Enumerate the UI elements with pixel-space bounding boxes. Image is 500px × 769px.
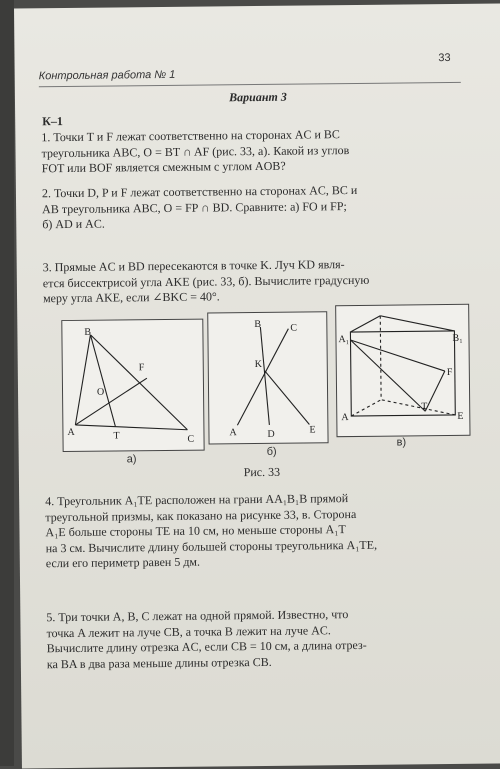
task-2 <box>42 182 462 233</box>
ray-ke <box>265 370 310 424</box>
task-line: 4. Треугольник A₁TE расположен на грани AA₁B₁B прямой <box>45 491 349 509</box>
task-line: 5. Три точки A, B, C лежат на одной прямой. Известно, что <box>46 607 349 625</box>
segment-af <box>75 378 147 425</box>
figure-b-label: б) <box>266 445 277 458</box>
task-5 <box>46 606 467 672</box>
line-ac <box>236 329 289 426</box>
task-line: если его периметр равен 5 дм. <box>45 554 201 571</box>
point-label-o: O <box>96 386 105 398</box>
point-label-t: T <box>113 430 120 442</box>
point-label-k: K <box>254 358 263 371</box>
point-label-t: T <box>421 401 428 413</box>
task-1 <box>41 126 461 177</box>
task-line: ка BA в два раза меньше длины отрезка CB. <box>46 654 272 671</box>
task-line: Вычислите длину отрезка AC, если CB = 10 см, а длина отрез- <box>46 637 367 656</box>
point-label-a: A <box>67 426 75 439</box>
segment-a1e <box>351 339 445 372</box>
running-title: Контрольная работа № 1 <box>38 68 176 83</box>
point-label-e: E <box>457 410 464 422</box>
page-shadow <box>0 0 14 766</box>
task-4 <box>45 490 466 572</box>
prism-face-aa1b1b <box>350 331 455 416</box>
task-line: треугольной призмы, как показано на рисунке 33, в. Сторона <box>45 506 357 524</box>
task-line: 1. Точки T и F лежат соответственно на сторонах AC и BC <box>41 127 340 145</box>
line-bd <box>260 327 269 425</box>
task-3 <box>43 256 463 307</box>
point-label-c: C <box>187 433 195 445</box>
point-label-a1: A₁ <box>338 334 350 346</box>
segment-bc <box>90 334 187 431</box>
task-line: FOT или BOF является смежным с углом AOB? <box>41 158 286 176</box>
task-line: AB треугольника ABC, O = FP ∩ BD. Сравните: а) FO и FP; <box>42 198 347 216</box>
segment-ac <box>75 424 187 431</box>
figure-b <box>207 311 328 444</box>
figure-v-label: в) <box>396 436 407 449</box>
prism-hidden-base-2 <box>381 399 455 416</box>
segment-te <box>425 371 445 411</box>
prism-top-back <box>350 316 380 332</box>
task-line: меру угла AKE, если ∠BKC = 40°. <box>42 289 220 306</box>
variant-title: Вариант 3 <box>229 89 287 105</box>
segment-ab <box>74 335 91 425</box>
prism-hidden-base <box>351 400 381 416</box>
figure-a <box>61 319 204 452</box>
textbook-page <box>14 3 500 768</box>
page-number: 33 <box>438 51 451 65</box>
test-code: К–1 <box>42 114 63 129</box>
point-label-a: A <box>341 412 349 424</box>
task-line: 2. Точки D, P и F лежат соответственно на сторонах AC, BC и <box>41 182 358 201</box>
point-label-d: D <box>267 428 275 440</box>
task-line: точка A лежит на луче CB, а точка B лежит на луче AC. <box>46 622 331 640</box>
header-divider <box>39 82 461 87</box>
point-label-f: F <box>446 366 453 379</box>
point-label-b: B <box>254 318 262 331</box>
figure-caption: Рис. 33 <box>243 464 281 480</box>
task-line: 3. Прямые AC и BD пересекаются в точке K. Луч KD явля- <box>42 257 345 275</box>
prism-top-right <box>380 315 454 332</box>
point-label-b: B <box>84 326 92 338</box>
task-line: треугольника ABC, O = BT ∩ AF (рис. 33, а). Какой из углов <box>41 142 350 160</box>
task-line: A₁E больше стороны TE на 10 см, но меньше стороны A₁T <box>45 522 346 540</box>
point-label-c: C <box>290 322 298 334</box>
point-label-b1: B₁ <box>452 332 463 344</box>
figure-a-label: а) <box>126 453 137 466</box>
task-line: б) AD и AC. <box>42 216 105 232</box>
point-label-a: A <box>229 427 237 439</box>
figure-v <box>335 304 470 437</box>
point-label-e: E <box>309 424 316 436</box>
task-line: ется биссектрисой угла AKE (рис. 33, б). Вычислите градусную <box>42 272 370 290</box>
point-label-f: F <box>138 362 145 374</box>
task-line: на 3 см. Вычислите длину большей стороны треугольника A₁TE, <box>45 537 378 555</box>
prism-hidden-edge <box>380 316 381 400</box>
